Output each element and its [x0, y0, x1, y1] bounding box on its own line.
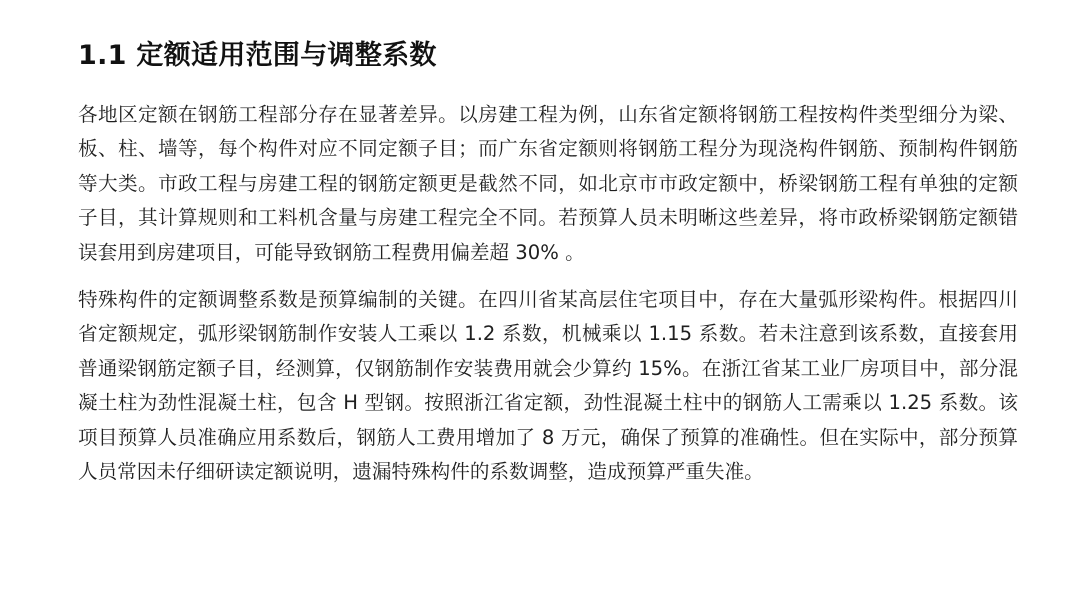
- document-body: [78, 0, 1018, 489]
- paragraph-regional-differences: 各地区定额在钢筋工程部分存在显著差异。以房建工程为例，山东省定额将钢筋工程按构件类型细分为梁、板、柱、墙等，每个构件对应不同定额子目；而广东省定额则将钢筋工程分为现浇构件钢筋、预制构件钢筋等大类。市政工程与房建工程的钢筋定额更是截然不同，如北京市市政定额中，桥梁钢筋工程有单独的定额子目，其计算规则和工料机含量与房建工程完全不同。若预算人员未明晰这些差异，将市政桥梁钢筋定额错误套用到房建项目，可能导致钢筋工程费用偏差超 30% 。: [78, 103, 1018, 264]
- paragraph-adjustment-coefficients: 特殊构件的定额调整系数是预算编制的关键。在四川省某高层住宅项目中，存在大量弧形梁构件。根据四川省定额规定，弧形梁钢筋制作安装人工乘以 1.2 系数，机械乘以 1.15 系数。若未注意到该系数，直接套用普通梁钢筋定额子目，经测算，仅钢筋制作安装费用就会少算约 15%。在浙江省某工业厂房项目中，部分混凝土柱为劲性混凝土柱，包含 H 型钢。按照浙江省定额，劲性混凝土柱中的钢筋人工需乘以 1.25 系数。该项目预算人员准确应用系数后，钢筋人工费用增加了 8 万元，确保了预算的准确性。但在实际中，部分预算人员常因未仔细研读定额说明，遗漏特殊构件的系数调整，造成预算严重失准。: [78, 288, 1018, 484]
- section-title: 1.1 定额适用范围与调整系数: [78, 40, 437, 71]
